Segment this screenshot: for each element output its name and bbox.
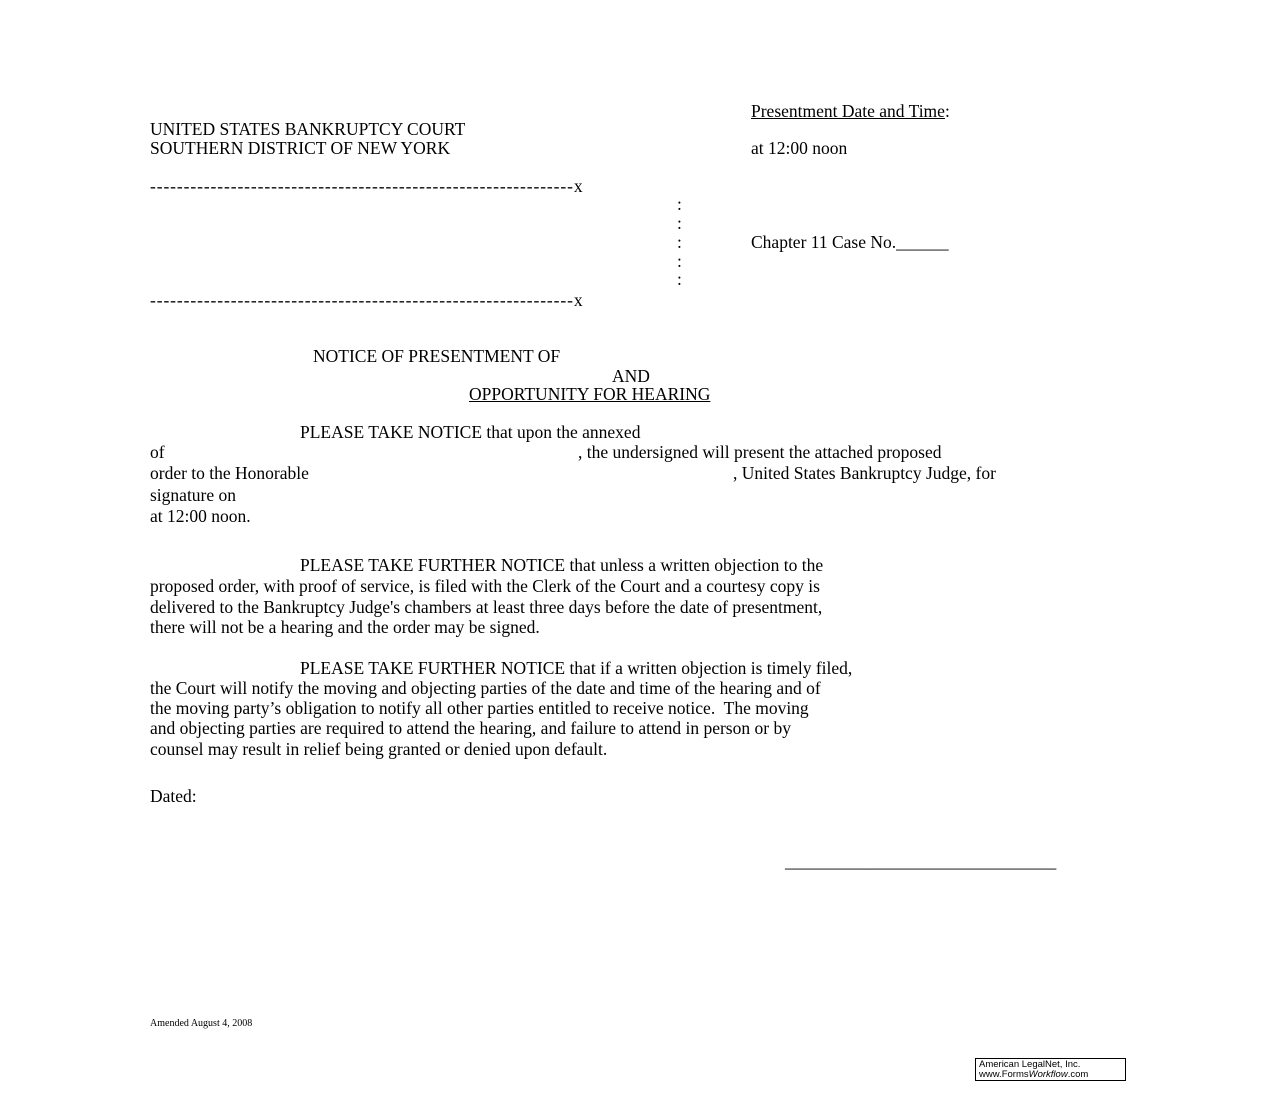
paragraph1-line5: at 12:00 noon. <box>150 506 251 526</box>
caption-dash-line-bottom: ---------------------------------------------------------------x <box>150 290 584 310</box>
court-name-line2: SOUTHERN DISTRICT OF NEW YORK <box>150 138 451 158</box>
paragraph3-line5: counsel may result in relief being granted or denied upon default. <box>150 739 608 759</box>
publisher-badge <box>975 1058 1126 1081</box>
paragraph1-line3a: order to the Honorable <box>150 463 309 483</box>
caption-colon: : <box>677 251 682 271</box>
paragraph1-line2a: of <box>150 442 165 462</box>
paragraph1-line2b: , the undersigned will present the attached proposed <box>578 442 942 462</box>
caption-colon: : <box>677 232 682 252</box>
presentment-time: at 12:00 noon <box>751 138 848 158</box>
caption-colon: : <box>677 194 682 214</box>
badge-url-suffix: .com <box>1067 1069 1089 1080</box>
paragraph3-line3: the moving party’s obligation to notify all other parties entitled to receive notice. The moving <box>150 698 809 718</box>
case-number-label: Chapter 11 Case No.______ <box>751 232 949 252</box>
paragraph2-line1: PLEASE TAKE FURTHER NOTICE that unless a written objection to the <box>300 555 824 575</box>
badge-line1: American LegalNet, Inc. <box>979 1059 1081 1070</box>
badge-url-italic: Workflow <box>1028 1069 1068 1080</box>
paragraph3-line1: PLEASE TAKE FURTHER NOTICE that if a written objection is timely filed, <box>300 658 853 678</box>
title-line1: NOTICE OF PRESENTMENT OF <box>313 346 561 366</box>
paragraph1-line1: PLEASE TAKE NOTICE that upon the annexed <box>300 422 641 442</box>
signature-line: _______________________________ <box>785 851 1057 871</box>
presentment-header <box>751 101 950 121</box>
title-line2: AND <box>612 366 650 386</box>
caption-colon: : <box>677 269 682 289</box>
paragraph2-line4: there will not be a hearing and the order may be signed. <box>150 617 540 637</box>
caption-dash-line-top: ---------------------------------------------------------------x <box>150 176 584 196</box>
paragraph1-line3b: , United States Bankruptcy Judge, for <box>733 463 996 483</box>
paragraph2-line3: delivered to the Bankruptcy Judge's chambers at least three days before the date of presentment, <box>150 597 823 617</box>
presentment-label: Presentment Date and Time <box>751 101 945 121</box>
paragraph2-line2: proposed order, with proof of service, is filed with the Clerk of the Court and a courtesy copy is <box>150 576 820 596</box>
caption-colon: : <box>677 213 682 233</box>
paragraph1-line4: signature on <box>150 485 237 505</box>
dated-label: Dated: <box>150 786 197 806</box>
title-line3: OPPORTUNITY FOR HEARING <box>469 384 711 404</box>
paragraph3-line4: and objecting parties are required to attend the hearing, and failure to attend in person or by <box>150 718 791 738</box>
badge-line2 <box>979 1070 1122 1080</box>
court-name-line1: UNITED STATES BANKRUPTCY COURT <box>150 119 466 139</box>
badge-url-prefix: www.Forms <box>979 1069 1029 1080</box>
paragraph3-line2: the Court will notify the moving and objecting parties of the date and time of the hearing and of <box>150 678 821 698</box>
amended-date: Amended August 4, 2008 <box>150 1018 253 1029</box>
presentment-colon: : <box>944 101 950 121</box>
